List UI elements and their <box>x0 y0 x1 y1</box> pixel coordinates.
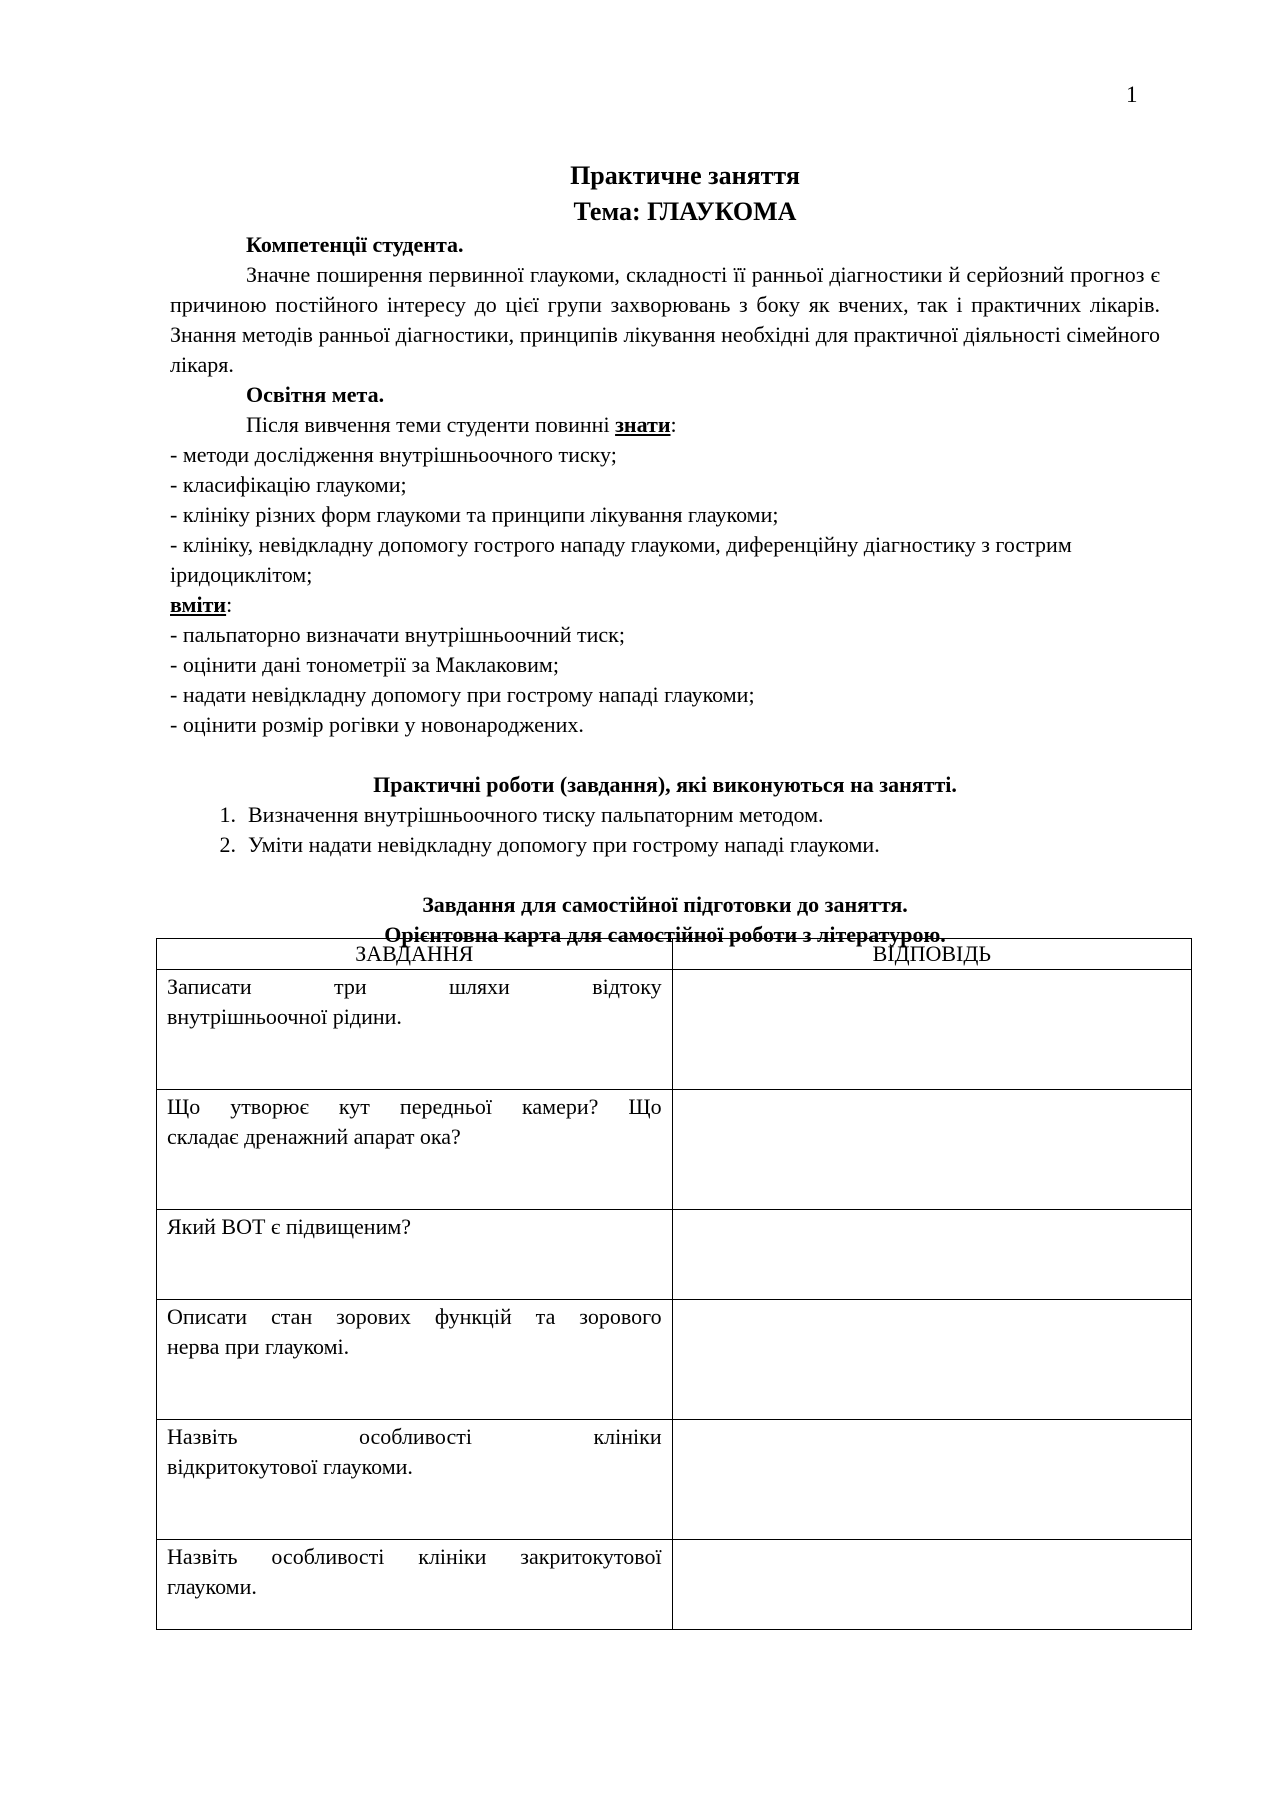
list-text: Визначення внутрішньоочного тиску пальпаторним методом. <box>248 802 824 827</box>
task-text-line: нерва при глаукомі. <box>167 1334 350 1359</box>
educational-goal-heading: Освітня мета. <box>246 382 385 407</box>
answer-cell[interactable] <box>672 1420 1191 1540</box>
task-text-line: складає дренажний апарат ока? <box>167 1124 461 1149</box>
document-body <box>170 158 1160 950</box>
task-cell <box>157 970 673 1090</box>
task-text-line: Назвіть особливості клініки <box>167 1424 662 1449</box>
self-study-heading: Завдання для самостійної підготовки до заняття. <box>422 892 908 917</box>
answer-cell[interactable] <box>672 1540 1191 1630</box>
task-cell <box>157 1210 673 1300</box>
self-study-subheading: Орієнтовна карта для самостійної роботи з літературою. <box>384 922 946 947</box>
task-cell <box>157 1540 673 1630</box>
answer-cell[interactable] <box>672 1090 1191 1210</box>
task-text-line: Який ВОТ є підвищеним? <box>167 1214 412 1239</box>
know-item: - клініку різних форм глаукоми та принципи лікування глаукоми; <box>170 502 779 527</box>
column-header-task: ЗАВДАННЯ <box>157 939 673 970</box>
know-item: - клініку, невідкладну допомогу гострого нападу глаукоми, диференційну діагностику з гострим іридоциклітом; <box>170 532 1072 587</box>
list-number: 2. <box>219 832 236 857</box>
document-topic: Тема: ГЛАУКОМА <box>573 197 797 226</box>
column-header-answer: ВІДПОВІДЬ <box>672 939 1191 970</box>
skills-item: - пальпаторно визначати внутрішньоочний тиск; <box>170 622 625 647</box>
practical-work-list <box>170 800 1160 860</box>
list-item <box>170 800 1160 830</box>
table-row <box>157 1300 1192 1420</box>
table-row <box>157 1210 1192 1300</box>
know-item: - класифікацію глаукоми; <box>170 472 407 497</box>
competencies-heading: Компетенції студента. <box>246 232 464 257</box>
page-number: 1 <box>1126 82 1138 107</box>
answer-cell[interactable] <box>672 1300 1191 1420</box>
task-cell <box>157 1420 673 1540</box>
task-text-line: глаукоми. <box>167 1574 257 1599</box>
task-text-line: Що утворює кут передньої камери? Що <box>167 1094 662 1119</box>
skills-item: - оцінити розмір рогівки у новонароджених. <box>170 712 584 737</box>
document-title: Практичне заняття <box>570 161 800 190</box>
skills-label: вміти <box>170 592 227 617</box>
educational-goal-intro: Після вивчення теми студенти повинні знати: <box>246 412 677 437</box>
task-text-line: Описати стан зорових функцій та зорового <box>167 1304 662 1329</box>
intro-text: Після вивчення теми студенти повинні <box>246 412 610 437</box>
list-number: 1. <box>219 802 236 827</box>
task-text-line: внутрішньоочної рідини. <box>167 1004 402 1029</box>
list-text: Уміти надати невідкладну допомогу при гострому нападі глаукоми. <box>248 832 880 857</box>
know-item: - методи дослідження внутрішньоочного тиску; <box>170 442 617 467</box>
know-label: знати <box>615 412 671 437</box>
table-header-row <box>157 939 1192 970</box>
answer-cell[interactable] <box>672 1210 1191 1300</box>
table-row <box>157 1420 1192 1540</box>
task-cell <box>157 1300 673 1420</box>
task-table <box>156 938 1192 1630</box>
skills-label-line: вміти: <box>170 592 233 617</box>
skills-item: - оцінити дані тонометрії за Маклаковим; <box>170 652 559 677</box>
task-text-line: відкритокутової глаукоми. <box>167 1454 413 1479</box>
answer-cell[interactable] <box>672 970 1191 1090</box>
practical-work-heading: Практичні роботи (завдання), які виконуються на занятті. <box>373 772 957 797</box>
table-row <box>157 970 1192 1090</box>
list-item <box>170 830 1160 860</box>
table-row <box>157 1540 1192 1630</box>
task-text-line: Записати три шляхи відтоку <box>167 974 662 999</box>
table-row <box>157 1090 1192 1210</box>
task-text-line: Назвіть особливості клініки закритокутової <box>167 1544 662 1569</box>
competencies-text: Значне поширення первинної глаукоми, складності її ранньої діагностики й серйозний прогноз є причиною постійного інтересу до цієї групи захворювань з боку як вчених, так і практичних лікарів. Знання методів ранньої діагностики, принципів лікування необхідні для практичної діяльності сімейного лікаря. <box>170 262 1160 377</box>
task-cell <box>157 1090 673 1210</box>
skills-item: - надати невідкладну допомогу при гострому нападі глаукоми; <box>170 682 755 707</box>
